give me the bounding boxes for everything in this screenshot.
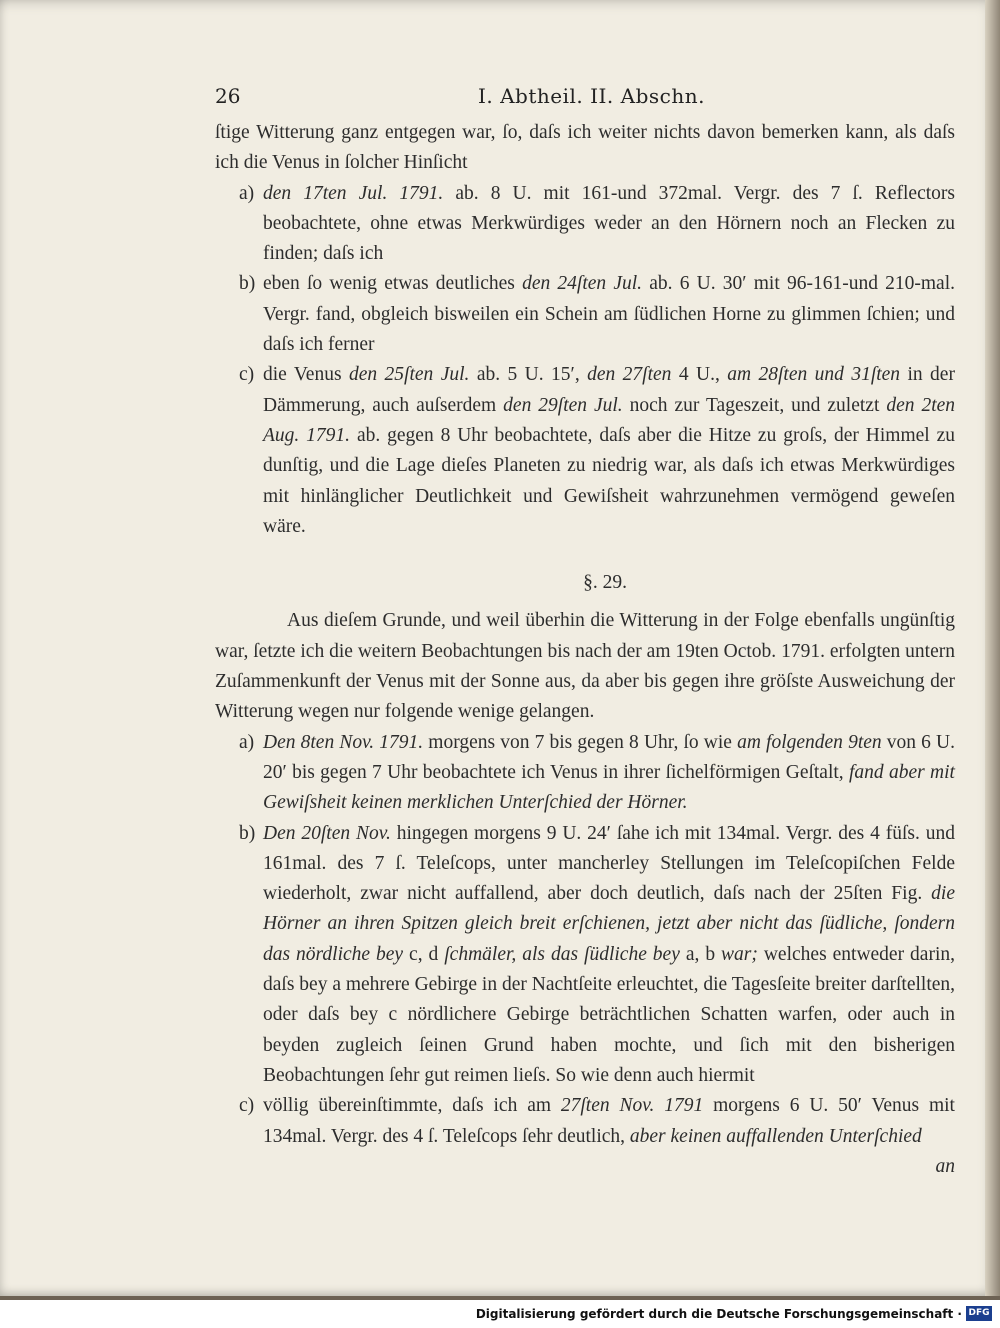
text-segment: die Venus [263,364,349,386]
list-item [215,728,955,819]
running-header [215,84,955,114]
page-edge-shadow [985,0,1000,1300]
text-segment: ab. 5 U. 15′, [469,364,588,386]
footer-credit: Digitalisierung gefördert durch die Deutsche Forschungsgemeinschaft · [475,1307,962,1321]
text-segment: eben ſo wenig etwas deutliches [263,273,523,295]
list-item [215,179,955,270]
text-segment: ab. 6 U. 30′ mit 96-161-und 210-mal. Vergr. fand, obgleich bisweilen ein Schein am ſüdlichen Horne zu glimmen ſchien; und daſs ich ferner [263,273,956,356]
dfg-logo: DFG [966,1306,992,1321]
text-segment: c, d [403,943,445,965]
text-segment: in der Dämmerung, auch auſserdem [263,364,955,416]
running-title: I. Abtheil. II. Abschn. [478,84,705,108]
text-segment: morgens von 7 bis gegen 8 Uhr, ſo wie [423,731,738,753]
italic-segment: am folgenden 9ten [737,731,882,753]
observation-list-1 [215,179,955,543]
list-item [215,819,955,1092]
section-heading: §. 29. [583,572,627,594]
observation-list-2 [215,728,955,1152]
text-segment: 4 U., [671,364,728,386]
item-label: b) [239,273,256,295]
italic-segment: den 24ſten Jul. [522,273,643,295]
italic-segment: Den 20ſten Nov. [263,822,391,844]
text-segment: ab. 8 U. mit 161-und 372mal. Vergr. des 7 ſ. Reflectors beobachtete, ohne etwas Merkwürdiges weder an den Hörnern noch an Flecken zu finden; daſs ich [263,182,955,265]
digitization-footer [0,1300,1000,1328]
item-label: c) [239,1095,255,1117]
italic-segment: die Hörner an ihren Spitzen gleich breit erſchienen, jetzt aber nicht das ſüdliche, ſondern das nördliche bey [263,883,955,965]
italic-segment: 27ſten Nov. 1791 [560,1095,704,1117]
body-text [215,118,955,1182]
list-item [215,360,955,542]
italic-segment: am 28ſten und 31ſten [727,364,901,386]
item-label: c) [239,364,255,386]
italic-segment: den 29ſten Jul. [503,394,623,416]
text-segment: ab. gegen 8 Uhr beobachtete, daſs aber die Hitze zu groſs, der Himmel zu dunſtig, und die Lage dieſes Planeten zu niedrig war, als daſs ich etwas Merkwürdiges mit hinlänglicher Deutlichkeit und Gewiſsheit wahrzunehmen vermögend geweſen wäre. [263,424,955,537]
italic-segment: den 2ten Aug. 1791. [263,394,956,446]
italic-segment: ſchmäler, als das ſüdliche bey [444,943,680,965]
italic-segment: Den 8ten Nov. 1791. [263,731,424,753]
italic-segment: den 27ſten [587,364,672,386]
italic-segment: war; [721,943,758,965]
text-segment: von 6 U. 20′ bis gegen 7 Uhr beobachtete ich Venus in ihrer ſichelförmigen Geſtalt, [263,731,955,783]
list-item [215,269,955,360]
catchword: an [935,1155,955,1177]
list-item [215,1091,955,1152]
italic-segment: aber keinen auffallenden Unterſchied [629,1125,922,1147]
italic-segment: den 25ſten Jul. [348,364,470,386]
text-segment: morgens 6 U. 50′ Venus mit 134mal. Vergr. des 4 ſ. Teleſcops ſehr deutlich, [263,1095,955,1147]
italic-segment: den 17ten Jul. 1791. [263,182,444,204]
text-segment: noch zur Tageszeit, und zuletzt [622,394,887,416]
text-segment: völlig übereinſtimmte, daſs ich am [263,1095,561,1117]
text-segment: a, b [679,943,722,965]
page-number: 26 [215,84,241,108]
item-label: a) [239,731,255,753]
item-label: b) [239,822,256,844]
text-segment: hingegen morgens 9 U. 24′ ſahe ich mit 134mal. Vergr. des 4 füſs. und 161mal. des 7 ſ. Teleſcops, unter mancherley Stellungen im Teleſcopiſchen Felde wiederholt, zwar nicht auffallend, aber doch deutlich, daſs nach der 25ſten Fig. [263,822,955,905]
italic-segment: fand aber mit Gewiſsheit keinen merklichen Unterſchied der Hörner. [263,761,955,814]
section-paragraph: Aus dieſem Grunde, und weil überhin die Witterung in der Folge ebenfalls ungünſtig war, ſetzte ich die weitern Beobachtungen bis nach der am 19ten Octob. 1791. erfolgten untern Zuſammenkunft der Venus mit der Sonne aus, da aber bis gegen ihre gröſste Ausweichung der Witterung wegen nur folgende wenige gelangen. [215,610,955,723]
item-label: a) [239,182,255,204]
intro-paragraph: ſtige Witterung ganz entgegen war, ſo, daſs ich weiter nichts davon bemerken kann, als daſs ich die Venus in ſolcher Hinſicht [215,122,955,174]
text-segment: welches entweder darin, daſs bey a mehrere Gebirge in der Nachtſeite erleuchtet, die Tagesſeite breiter darſtellten, oder daſs bey c nördlichere Gebirge beträchtlichen Schatten warfen, oder auch in beyden zugleich ſeinen Grund haben mochte, und ſich mit den bisherigen Beobachtungen ſehr gut reimen lieſs. So wie denn auch hiermit [263,943,956,1086]
